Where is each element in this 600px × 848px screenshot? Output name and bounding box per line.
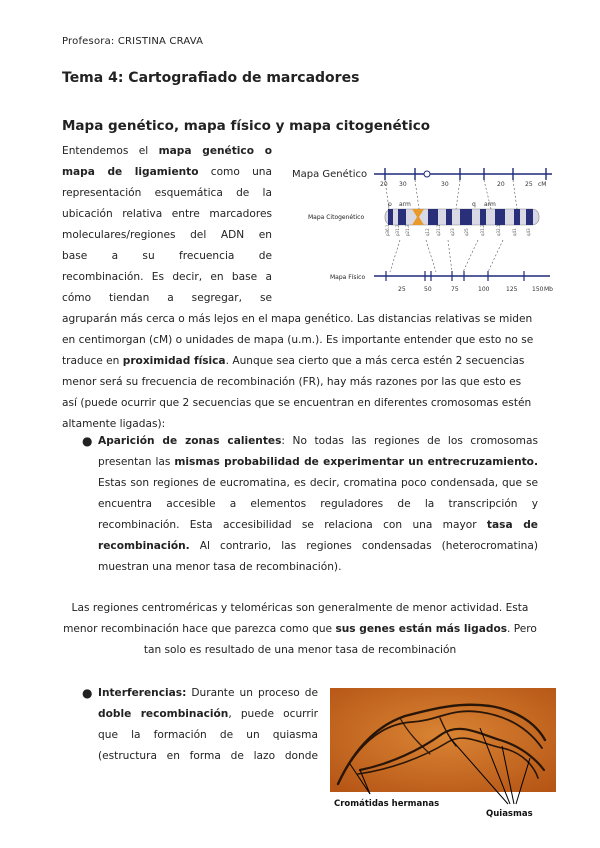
physical-unit-label: Mb: [544, 286, 553, 293]
physical-tick-label: 25: [398, 286, 406, 293]
chiasma-photo: [330, 688, 556, 820]
genetic-map-label: Mapa Genético: [292, 169, 368, 180]
physical-map-label: Mapa Físico: [330, 274, 366, 281]
physical-tick-label: 125: [506, 286, 518, 293]
genetic-tick-label: 30: [399, 181, 407, 188]
cyto-map-label: Mapa Citogenético: [308, 214, 365, 221]
bullet-dot: ●: [82, 434, 93, 448]
svg-text:q43: q43: [526, 228, 531, 236]
physical-tick-label: 75: [451, 286, 459, 293]
arm-p-label: p: [388, 201, 392, 208]
bullet-dot: ●: [82, 686, 93, 700]
svg-text:q25: q25: [464, 228, 469, 236]
svg-text:p36.1: p36.1: [385, 224, 390, 236]
genetic-tick-label: 20: [497, 181, 505, 188]
arm-p-word: arm: [399, 201, 411, 208]
bullet-interferences: Interferencias: Durante un proceso de doble recombinación, puede ocurrir que la formación de un quiasma (estructura en forma de lazo donde: [98, 687, 318, 762]
centered-note: Las regiones centroméricas y teloméricas son generalmente de menor actividad. Esta menor recombinación hace que parezca como que sus genes están más ligados. Pero tan solo es resultado de una menor tasa de recombinación: [63, 602, 537, 656]
intro-paragraph-continued: agruparán más cerca o más lejos en el mapa genético. Las distancias relativas se miden en centimorgan (cM) o unidades de mapa (u.m.). Es importante entender que esto no se traduce en proximidad física. Aunque sea cierto que a más cerca estén 2 secuencias menor será su frecuencia de recombinación (FR), hay más razones por las que esto es así (puede ocurrir que 2 secuencias que se encuentran en diferentes cromosomas estén altamente ligadas):: [62, 313, 534, 430]
bullet-hot-zones: Aparición de zonas calientes: No todas las regiones de los cromosomas presentan las mismas probabilidad de experimentar un entrecruzamiento. Estas son regiones de eucromatina, es decir, cromatina poco condensada, que se encuentra accesible a elementos reguladores de la transcripción y recombinación. Esta accesibilidad se relaciona con una mayor tasa de recombinación. Al contrario, las regiones condensadas (heterocromatina) muestran una menor tasa de recombinación).: [98, 435, 538, 573]
arm-q-word: arm: [484, 201, 496, 208]
svg-text:p31.2: p31.2: [395, 224, 400, 236]
chapter-title: Tema 4: Cartografiado de marcadores: [62, 70, 360, 86]
professor-header: Profesora: CRISTINA CRAVA: [62, 36, 204, 47]
svg-text:q41: q41: [512, 228, 517, 236]
genetic-tick-label: 25: [525, 181, 533, 188]
physical-tick-label: 100: [478, 286, 490, 293]
genetic-unit-label: cM: [538, 181, 547, 188]
svg-text:q12: q12: [425, 228, 430, 236]
quiasmas-label: Quiasmas: [486, 809, 533, 819]
intro-paragraph: Entendemos el mapa genético o mapa de ligamiento como una representación esquemática de la ubicación relativa entre marcadores moleculares/regiones del ADN en base a su frecuencia de recombinación. Es decir, en base a cómo tiendan a segregar, se: [62, 145, 272, 304]
section-title: Mapa genético, mapa físico y mapa citogenético: [62, 118, 431, 134]
physical-tick-label: 50: [424, 286, 432, 293]
map-figure: [288, 160, 554, 296]
arm-q-label: q: [472, 201, 476, 208]
svg-text:q31.2: q31.2: [480, 224, 485, 236]
genetic-tick-label: 20: [380, 181, 388, 188]
svg-text:q23: q23: [450, 228, 455, 236]
genetic-tick-label: 30: [441, 181, 449, 188]
cromatidas-label: Cromátidas hermanas: [334, 799, 440, 809]
physical-tick-label: 150: [532, 286, 544, 293]
svg-text:q32.1: q32.1: [496, 224, 501, 236]
svg-text:p21.3: p21.3: [405, 224, 410, 236]
svg-text:q21.1: q21.1: [436, 224, 441, 236]
